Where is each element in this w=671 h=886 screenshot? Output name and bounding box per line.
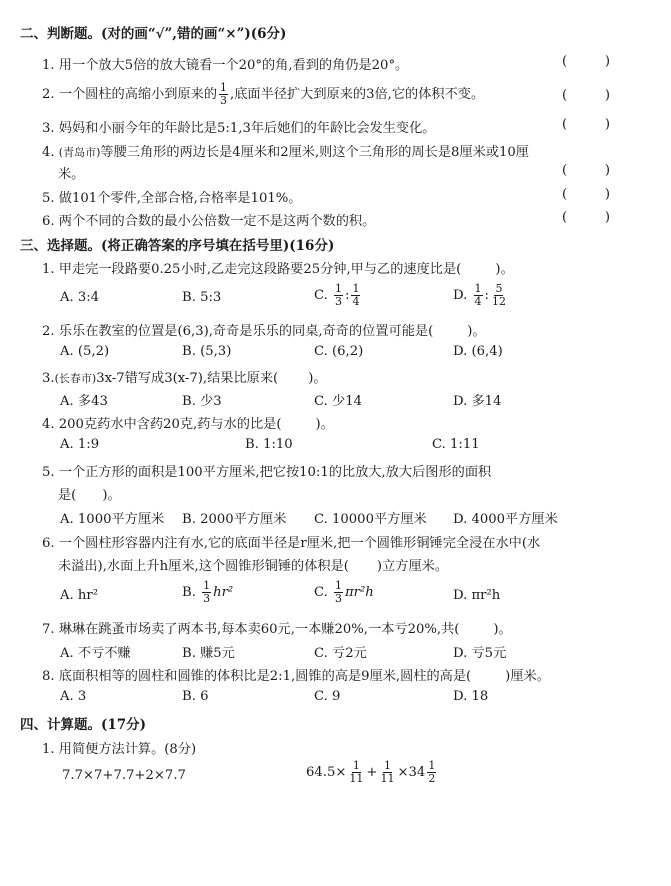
choice-q6-opt-c[interactable]: C. $\frac{1}{3}$ πr²h xyxy=(314,579,374,605)
region-tag: (青岛市) xyxy=(58,146,101,159)
choice-q6-line2: 未溢出),水面上升h厘米,这个圆锥形铜锤的体积是( )立方厘米。 xyxy=(58,559,449,574)
judge-q3: 3. 妈妈和小丽今年的年龄比是5:1,3年后她们的年龄比会发生变化。 ( ) xyxy=(42,117,610,136)
judge-q5: 5. 做101个零件,全部合格,合格率是101%。 ( ) xyxy=(42,187,610,206)
choice-q8: 8. 底面积相等的圆柱和圆锥的体积比是2:1,圆锥的高是9厘米,圆柱的高是( )厘米。 xyxy=(42,669,550,684)
calc-expression-2: 64.5× $\frac{1}{11}$ + $\frac{1}{11}$ ×34 $\frac{1}{2}$ xyxy=(306,759,436,785)
judge-q1 xyxy=(42,54,610,73)
choice-q2-opt-d[interactable]: D. (6,4) xyxy=(453,344,503,359)
choice-q7: 7. 琳琳在跳蚤市场卖了两本书,每本卖60元,一本赚20%,一本亏20%,共( )。 xyxy=(42,622,512,637)
section-4-title: 四、计算题。(17分) xyxy=(20,717,147,733)
choice-q8-opt-a[interactable]: A. 3 xyxy=(60,689,87,704)
fraction: $\frac{1}{3}$ xyxy=(220,81,228,107)
judge-q1-text: 1. 用一个放大5倍的放大镜看一个20°的角,看到的角仍是20°。 xyxy=(42,58,409,73)
choice-q7-opt-a[interactable]: A. 不亏不赚 xyxy=(60,646,131,661)
judge-q6: 6. 两个不同的合数的最小公倍数一定不是这两个数的积。 ( ) xyxy=(42,210,610,229)
choice-q5-opt-a[interactable]: A. 1000平方厘米 xyxy=(60,512,165,527)
choice-q3-opt-c[interactable]: C. 少14 xyxy=(314,394,362,409)
choice-q4-opt-a[interactable]: A. 1:9 xyxy=(60,437,100,452)
calc-q1: 1. 用简便方法计算。(8分) xyxy=(42,742,197,757)
choice-q6-opt-b[interactable]: B. $\frac{1}{3}$ hr² xyxy=(182,579,234,605)
section-3-title: 三、选择题。(将正确答案的序号填在括号里)(16分) xyxy=(20,238,335,254)
choice-q5-opt-c[interactable]: C. 10000平方厘米 xyxy=(314,512,427,527)
choice-q8-opt-c[interactable]: C. 9 xyxy=(314,689,341,704)
section-2-title: 二、判断题。(对的画“√”,错的画“×”)(6分) xyxy=(20,26,287,42)
answer-paren[interactable]: ( ) xyxy=(562,187,610,202)
region-tag: (长春市) xyxy=(54,372,97,385)
choice-q3-opt-d[interactable]: D. 多14 xyxy=(453,394,502,409)
choice-q3-opt-a[interactable]: A. 多43 xyxy=(60,394,108,409)
choice-q1-opt-a[interactable]: A. 3:4 xyxy=(60,290,100,305)
calc-expression-1: 7.7×7+7.7+2×7.7 xyxy=(62,768,186,783)
choice-q5-opt-b[interactable]: B. 2000平方厘米 xyxy=(182,512,287,527)
choice-q7-opt-d[interactable]: D. 亏5元 xyxy=(453,646,507,661)
choice-q4: 4. 200克药水中含药20克,药与水的比是( )。 xyxy=(42,417,334,432)
choice-q6-opt-d[interactable]: D. πr²h xyxy=(453,588,501,603)
choice-q5: 5. 一个正方形的面积是100平方厘米,把它按10:1的比放大,放大后图形的面积 xyxy=(42,465,492,480)
choice-q8-opt-b[interactable]: B. 6 xyxy=(182,689,209,704)
choice-q1-opt-d[interactable]: D. $\frac{1}{4}$ : $\frac{5}{12}$ xyxy=(453,282,506,308)
choice-q7-opt-c[interactable]: C. 亏2元 xyxy=(314,646,367,661)
judge-q4: 4. (青岛市)等腰三角形的两边长是4厘米和2厘米,则这个三角形的周长是8厘米或10厘 xyxy=(42,145,529,160)
answer-paren[interactable]: ( ) xyxy=(562,117,610,132)
answer-paren[interactable]: ( ) xyxy=(562,210,610,225)
judge-q2: 2. 一个圆柱的高缩小到原来的 $\frac{1}{3}$ ,底面半径扩大到原来的3倍,它的体积不变。 ( ) xyxy=(42,81,610,107)
choice-q2-opt-b[interactable]: B. (5,3) xyxy=(182,344,232,359)
choice-q4-opt-b[interactable]: B. 1:10 xyxy=(245,437,293,452)
answer-paren[interactable]: ( ) xyxy=(562,163,610,178)
choice-q6: 6. 一个圆柱形容器内注有水,它的底面半径是r厘米,把一个圆锥形铜锤完全浸在水中(水 xyxy=(42,536,541,551)
answer-paren[interactable]: ( ) xyxy=(562,54,610,69)
choice-q1: 1. 甲走完一段路要0.25小时,乙走完这段路要25分钟,甲与乙的速度比是( )。 xyxy=(42,262,514,277)
choice-q3: 3.(长春市)3x-7错写成3(x-7),结果比原来( )。 xyxy=(42,371,327,386)
choice-q2-opt-c[interactable]: C. (6,2) xyxy=(314,344,364,359)
choice-q1-opt-b[interactable]: B. 5:3 xyxy=(182,290,222,305)
choice-q6-opt-a[interactable]: A. hr² xyxy=(60,588,98,603)
choice-q5-opt-d[interactable]: D. 4000平方厘米 xyxy=(453,512,558,527)
choice-q4-opt-c[interactable]: C. 1:11 xyxy=(432,437,480,452)
choice-q8-opt-d[interactable]: D. 18 xyxy=(453,689,489,704)
choice-q3-opt-b[interactable]: B. 少3 xyxy=(182,394,222,409)
choice-q7-opt-b[interactable]: B. 赚5元 xyxy=(182,646,235,661)
choice-q5-line2: 是( )。 xyxy=(58,488,121,503)
choice-q2-opt-a[interactable]: A. (5,2) xyxy=(60,344,110,359)
choice-q1-opt-c[interactable]: C. $\frac{1}{3}$ : $\frac{1}{4}$ xyxy=(314,282,360,308)
judge-q4-line2: 米。 ( ) xyxy=(58,163,610,182)
answer-paren[interactable]: ( ) xyxy=(562,88,610,103)
choice-q2: 2. 乐乐在教室的位置是(6,3),奇奇是乐乐的同桌,奇奇的位置可能是( )。 xyxy=(42,324,486,339)
